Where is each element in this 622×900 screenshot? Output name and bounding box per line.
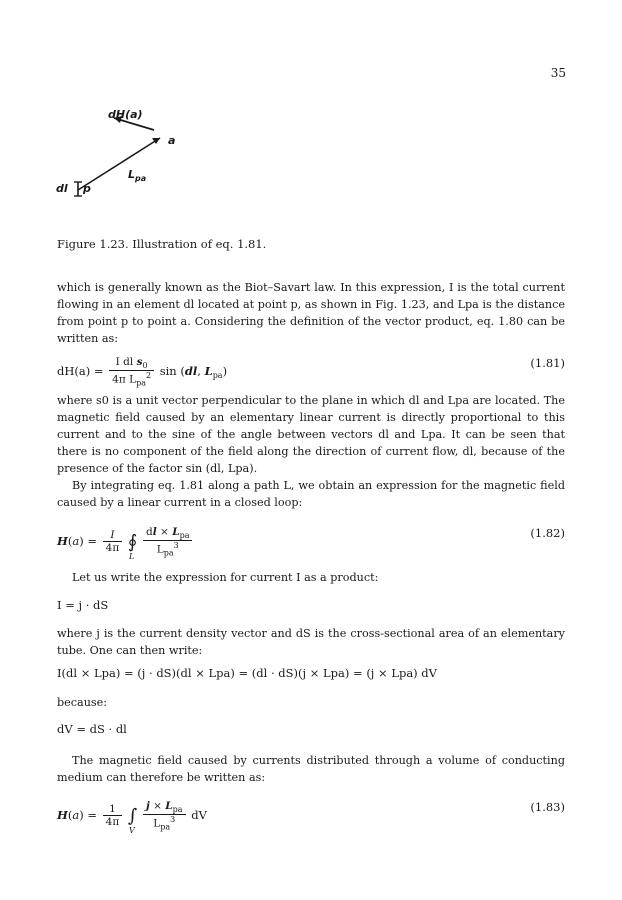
paragraph-3: By integrating eq. 1.81 along a path L, we obtain an expression for the magnetic field caused by a linear current in a closed loop: xyxy=(57,479,565,509)
paragraph-1: which is generally known as the Biot–Savart law. In this expression, I is the total current flowing in an element dl located at point p, as shown in Fig. 1.23, and Lpa is the distance from point p to point a. Considering the definition of the vector product, eq. 1.80 can be written as: xyxy=(57,281,565,345)
figure-biot-savart xyxy=(56,110,306,205)
label-dl: dl xyxy=(56,182,68,195)
equation-1-83: H(a) = $\frac{1}{4\pi}$ ∫ $\frac{j \times L_{pa}}{L_{pa}^3}$ dV V (1.83) xyxy=(57,800,565,835)
label-dH: dH(a) xyxy=(108,108,143,121)
equation-1-81: dH(a) = $\frac{I dl s_0}{4\pi L_{pa}^2}$ sin (dl, $L_{pa}$) (1.81) xyxy=(57,356,565,388)
equation-1-82: H(a) = $\frac{I}{4\pi}$ ∮ $\frac{dl \times L_{pa}}{L_{pa}^3}$ L (1.82) xyxy=(57,526,565,561)
label-Lpa: $L_{pa}$ xyxy=(128,168,147,184)
label-p: p xyxy=(83,182,91,195)
equation-long: I(dl × Lpa) = (j · dS)(dl × Lpa) = (dl · dS)(j × Lpa) = (j × Lpa) dV xyxy=(57,666,437,680)
equation-number-1-83: (1.83) xyxy=(530,800,565,814)
paragraph-6: because: xyxy=(57,696,108,709)
figure-caption: Figure 1.23. Illustration of eq. 1.81. xyxy=(57,237,267,251)
paragraph-5: where j is the current density vector and dS is the cross-sectional area of an elementary tube. One can then write: xyxy=(57,627,565,657)
paragraph-7: The magnetic field caused by currents distributed through a volume of conducting medium can therefore be written as: xyxy=(57,754,565,784)
label-a: a xyxy=(168,134,176,147)
paragraph-2: where s0 is a unit vector perpendicular to the plane in which dl and Lpa are located. The magnetic field caused by an elementary linear current is directly proportional to this current and to the sine of the angle between vectors dl and Lpa. It can be seen that there is no component of the field along the direction of current flow, dl, because of the presence of the factor sin (dl, Lpa). xyxy=(57,394,565,475)
equation-number-1-82: (1.82) xyxy=(530,526,565,540)
equation-number-1-81: (1.81) xyxy=(530,356,565,370)
equation-dV: dV = dS · dl xyxy=(57,722,127,736)
equation-current: I = j · dS xyxy=(57,598,109,612)
paragraph-4: Let us write the expression for current I as a product: xyxy=(72,571,379,584)
figure-drawing xyxy=(56,110,306,205)
page-number: 35 xyxy=(550,66,566,80)
